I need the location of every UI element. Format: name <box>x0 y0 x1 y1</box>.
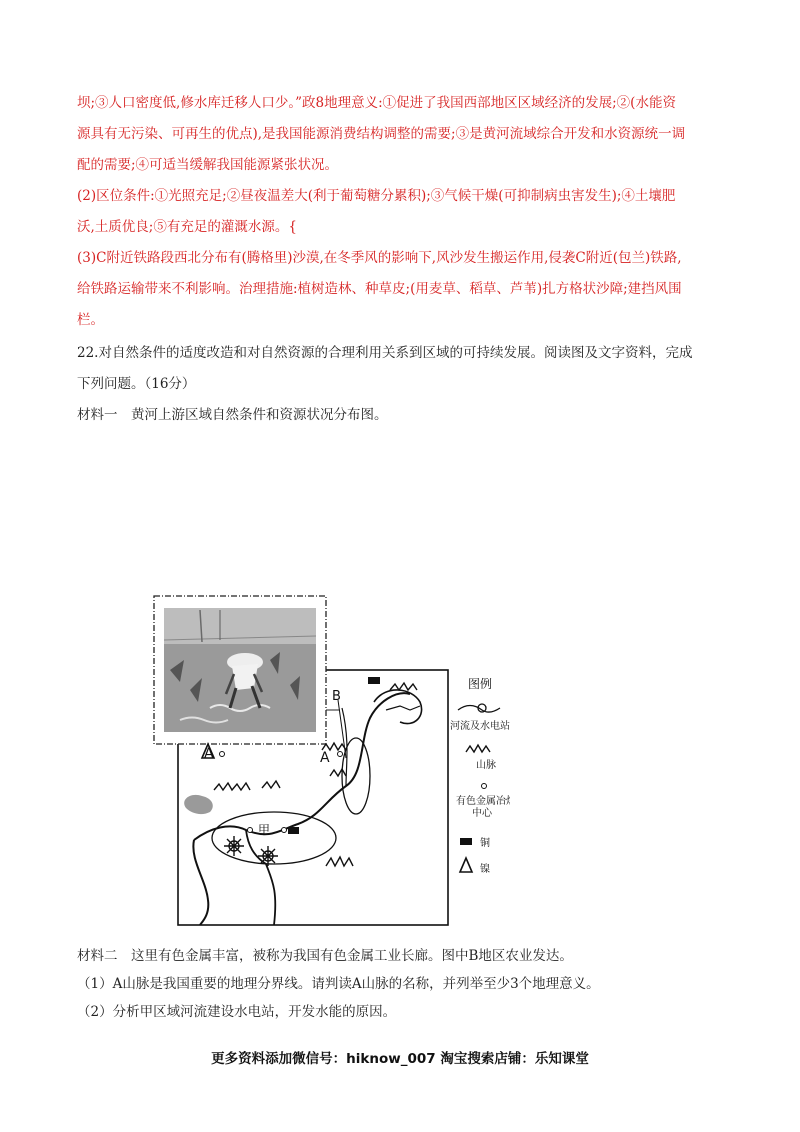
copper-icon <box>368 677 380 684</box>
legend-metal-label-1: 有色金属冶炼 <box>456 796 510 807</box>
answer-line: 配的需要;④可适当缓解我国能源紧张状况。 <box>77 157 339 173</box>
legend-title: 图例 <box>468 677 493 691</box>
subquestion-2: （2）分析甲区域河流建设水电站，开发水能的原因。 <box>77 1004 397 1020</box>
legend-nickel-label: 镍 <box>480 864 490 875</box>
legend <box>450 676 510 875</box>
legend-copper-label: 铜 <box>480 838 490 849</box>
legend-metal-icon <box>482 784 487 789</box>
answer-line: 沃,土质优良;⑤有充足的灌溉水源。{ <box>77 219 297 235</box>
answer-line: (2)区位条件:①光照充足;②昼夜温差大(利于葡萄糖分累积);③气候干燥(可抑制病虫害发生);④土壤肥 <box>77 188 676 204</box>
answer-line: 栏。 <box>77 312 104 328</box>
legend-mountain-icon <box>466 745 490 752</box>
answer-line: (3)C附近铁路段西北分布有(腾格里)沙漠,在冬季风的影响下,风沙发生搬运作用,侵袭C附近(包兰)铁路, <box>77 250 682 266</box>
material-two-line: 材料二 这里有色金属丰富，被称为我国有色金属工业长廊。图中B地区农业发达。 <box>77 948 573 964</box>
question-line: 材料一 黄河上游区域自然条件和资源状况分布图。 <box>77 407 388 423</box>
legend-nickel-icon <box>460 858 472 872</box>
subquestion-1: （1）A山脉是我国重要的地理分界线。请判读A山脉的名称，并列举至少3个地理意义。 <box>77 976 600 992</box>
legend-metal-label-2: 中心 <box>472 808 492 819</box>
legend-mountain-label: 山脉 <box>476 760 496 771</box>
photo-paddy-field <box>164 608 316 732</box>
label-b: B <box>332 689 341 704</box>
question-line: 下列问题。（16分） <box>77 376 196 392</box>
footer-text: 更多资料添加微信号：hiknow_007 淘宝搜索店铺：乐知课堂 <box>211 1051 589 1067</box>
copper-icon <box>288 827 299 834</box>
map-figure <box>150 590 510 940</box>
label-a-left: A <box>204 746 214 762</box>
answer-line: 源具有无污染、可再生的优点),是我国能源消费结构调整的需要;③是黄河流域综合开发和水资源统一调 <box>77 126 686 142</box>
answer-line: 坝;③人口密度低,修水库迁移人口少。”政8地理意义:①促进了我国西部地区区域经济的发展;②(水能资 <box>77 95 676 111</box>
answer-block <box>77 88 737 336</box>
legend-river-icon <box>458 704 500 712</box>
question-line: 22.对自然条件的适度改造和对自然资源的合理利用关系到区域的可持续发展。阅读图及文字资料，完成 <box>77 345 693 361</box>
legend-copper-icon <box>460 838 472 845</box>
material-two-block <box>77 942 600 1026</box>
map-svg <box>150 590 510 940</box>
label-a-right: A <box>320 750 330 766</box>
answer-line: 给铁路运输带来不利影响。治理措施:植树造林、种草皮;(用麦草、稻草、芦苇)扎方格状沙障;建挡风围 <box>77 281 682 297</box>
question-block <box>77 338 747 431</box>
label-jia: 甲 <box>258 823 271 837</box>
legend-river-label: 河流及水电站 <box>450 721 510 732</box>
